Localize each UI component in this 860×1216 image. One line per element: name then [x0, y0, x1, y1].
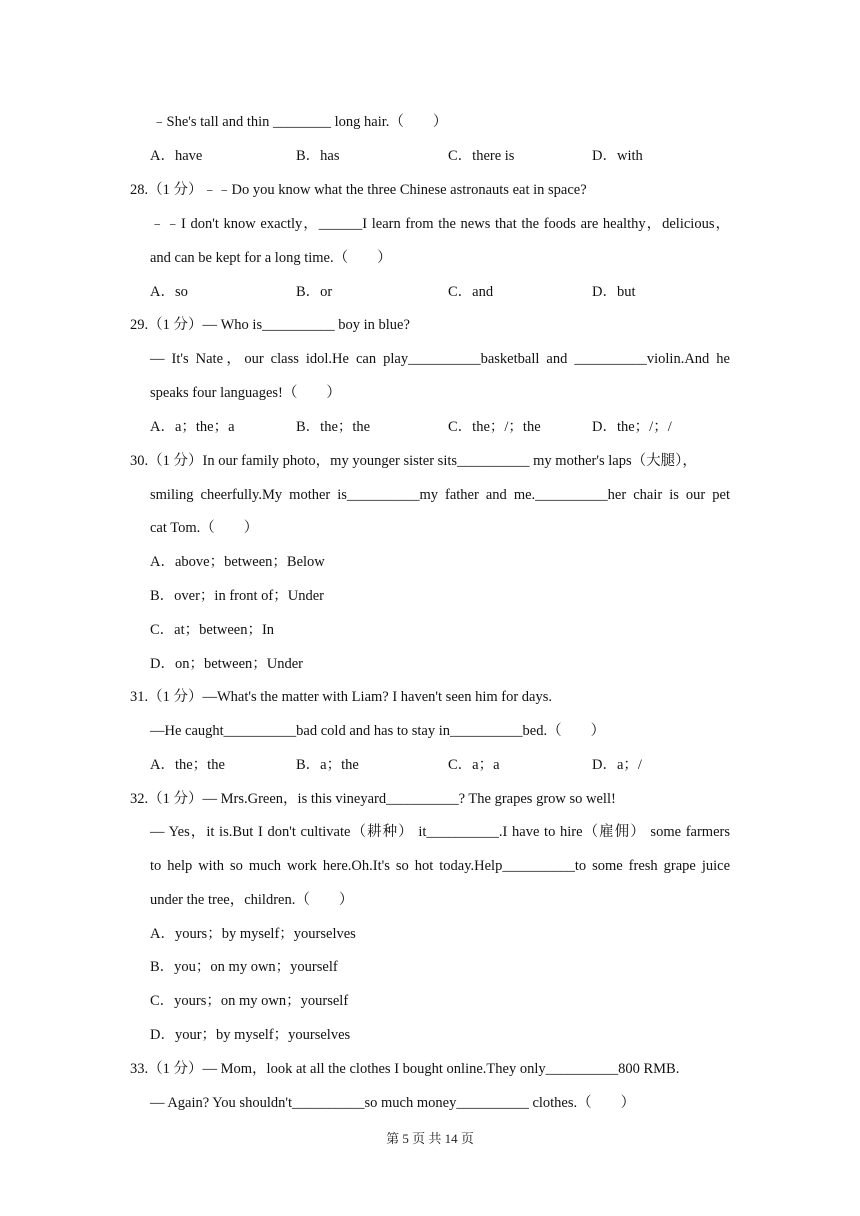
- q32-line-3: to help with so much work here.Oh.It's so hot today.Help__________to some fresh grape juice: [150, 858, 730, 874]
- q29-option-a: A．a；the；a: [150, 419, 235, 435]
- q31-line-2: —He caught__________bad cold and has to stay in__________bed.（ ）: [150, 723, 606, 739]
- q31-stem: 31.（1 分）—What's the matter with Liam? I haven't seen him for days.: [130, 689, 552, 705]
- q33-stem: 33.（1 分）— Mom，look at all the clothes I bought online.They only__________800 RMB.: [130, 1061, 680, 1077]
- q28-option-c: C．and: [448, 284, 494, 300]
- q31-option-c: C．a；a: [448, 757, 500, 773]
- q29-stem: 29.（1 分）— Who is__________ boy in blue?: [130, 317, 410, 333]
- q28-line-2: ﹣﹣I don't know exactly，______I learn from the news that the foods are healthy，delicious，: [150, 216, 730, 232]
- q29-line-3: speaks four languages!（ ）: [150, 385, 341, 401]
- q27-stem: ﹣She's tall and thin ________ long hair.（ ）: [152, 114, 448, 130]
- q32-stem: 32.（1 分）— Mrs.Green，is this vineyard__________? The grapes grow so well!: [130, 791, 616, 807]
- q32-option-d: D．your；by myself；yourselves: [150, 1027, 351, 1043]
- q30-option-d: D．on；between；Under: [150, 656, 304, 672]
- q29-option-b: B．the；the: [296, 419, 371, 435]
- q32-line-2: — Yes，it is.But I don't cultivate（耕种） it__________.I have to hire（雇佣） some farmers: [150, 824, 730, 840]
- q33-line-2: — Again? You shouldn't__________so much money__________ clothes.（ ）: [150, 1095, 636, 1111]
- page-footer: 第 5 页 共 14 页: [386, 1131, 474, 1146]
- q27-option-c: C．there is: [448, 148, 515, 164]
- q32-option-c: C．yours；on my own；yourself: [150, 993, 349, 1009]
- q27-option-d: D．with: [592, 148, 643, 164]
- q32-option-a: A．yours；by myself；yourselves: [150, 926, 356, 942]
- q28-line-3: and can be kept for a long time.（ ）: [150, 250, 392, 266]
- q32-line-4: under the tree，children.（ ）: [150, 892, 354, 908]
- q31-option-b: B．a；the: [296, 757, 359, 773]
- q30-option-c: C．at；between；In: [150, 622, 275, 638]
- q28-option-d: D．but: [592, 284, 636, 300]
- q28-stem: 28.（1 分）﹣﹣Do you know what the three Chinese astronauts eat in space?: [130, 182, 587, 198]
- q30-option-a: A．above；between；Below: [150, 554, 325, 570]
- q29-option-d: D．the；/；/: [592, 419, 672, 435]
- q27-option-b: B．has: [296, 148, 340, 164]
- q30-stem: 30.（1 分）In our family photo，my younger sister sits__________ my mother's laps（大腿），: [130, 453, 697, 469]
- q30-option-b: B．over；in front of；Under: [150, 588, 324, 604]
- q29-option-c: C．the；/；the: [448, 419, 541, 435]
- q31-option-a: A．the；the: [150, 757, 225, 773]
- q27-option-a: A．have: [150, 148, 203, 164]
- q28-option-a: A．so: [150, 284, 188, 300]
- q29-line-2: — It's Nate，our class idol.He can play__________basketball and __________violin.And he: [150, 351, 730, 367]
- q28-option-b: B．or: [296, 284, 333, 300]
- q30-line-2: smiling cheerfully.My mother is__________my father and me.__________her chair is our pet: [150, 487, 730, 503]
- q30-line-3: cat Tom.（ ）: [150, 520, 259, 536]
- q31-option-d: D．a；/: [592, 757, 642, 773]
- q32-option-b: B．you；on my own；yourself: [150, 959, 338, 975]
